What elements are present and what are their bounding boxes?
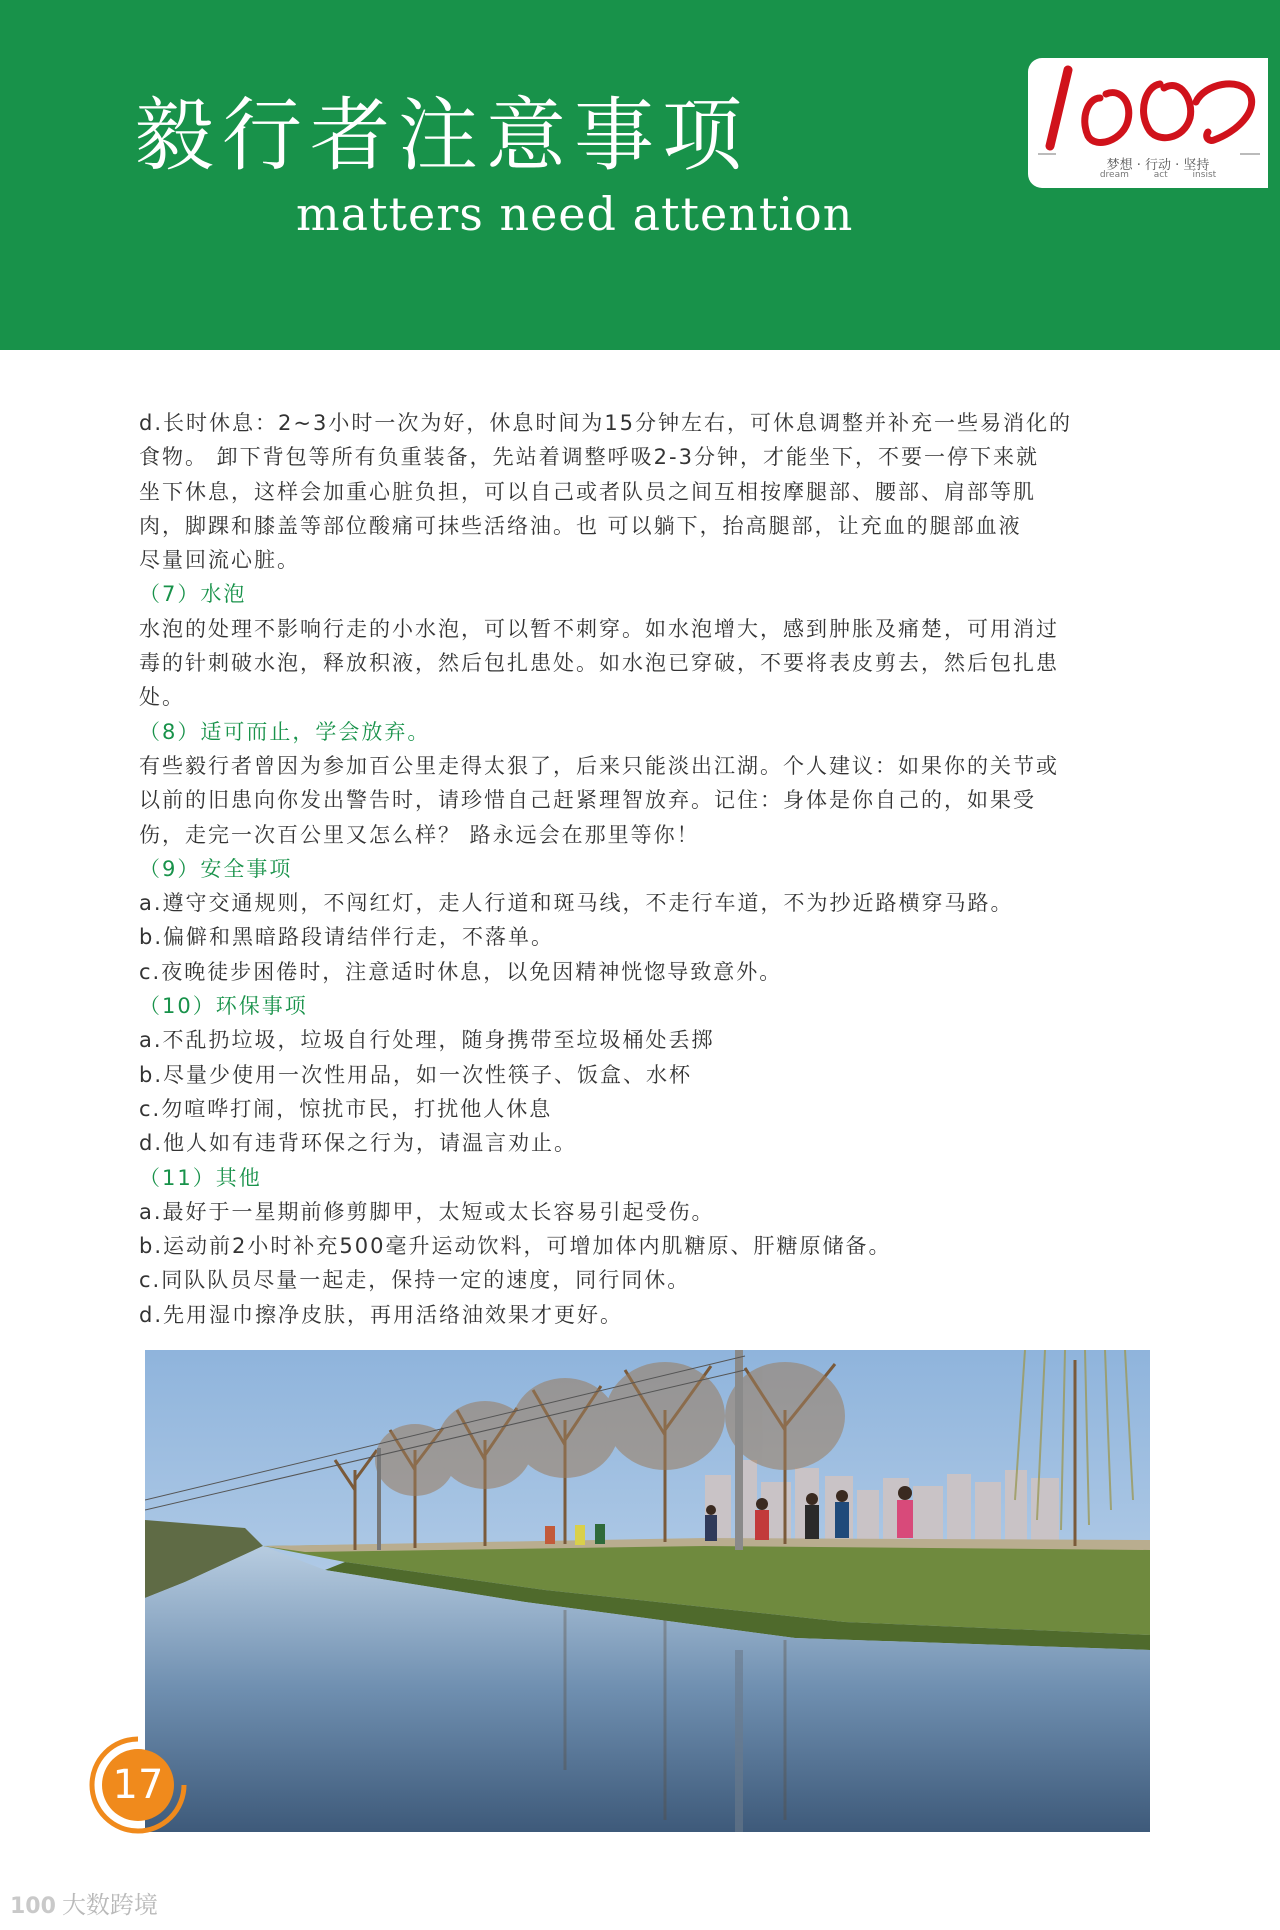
list-item: c.同队队员尽量一起走，保持一定的速度，同行同休。 [139,1268,691,1293]
page-subtitle: matters need attention [296,187,854,241]
notes-content [139,406,1159,1332]
list-item: a.不乱扔垃圾，垃圾自行处理，随身携带至垃圾桶处丢掷 [139,1028,715,1053]
text-line: 有些毅行者曾因为参加百公里走得太狠了，后来只能淡出江湖。个人建议：如果你的关节或 [139,753,1059,778]
text-line: 坐下休息，这样会加重心脏负担，可以自己或者队员之间互相按摩腿部、腰部、肩部等肌 [139,479,1036,504]
page-number-badge [88,1735,188,1835]
watermark [10,1888,158,1922]
section-heading-safety: （9）安全事项 [139,856,293,881]
section-heading-blisters: （7）水泡 [139,582,247,607]
logo-motto-en: dream act insist [1099,170,1217,180]
list-item: b.偏僻和黑暗路段请结伴行走，不落单。 [139,925,555,950]
text-line: 水泡的处理不影响行走的小水泡，可以暂不刺穿。如水泡增大，感到肿胀及痛楚，可用消过 [139,616,1059,641]
text-line: 以前的旧患向你发出警告时，请珍惜自己赶紧理智放弃。记住：身体是你自己的，如果受 [139,788,1036,813]
list-item: d.先用湿巾擦净皮肤，再用活络油效果才更好。 [139,1302,624,1327]
watermark-text: 大数跨境 [61,1891,158,1919]
text-line: d.长时休息：2~3小时一次为好，休息时间为15分钟左右，可休息调整并补充一些易消化的 [139,411,1073,435]
watermark-logo: 100 [10,1894,56,1919]
brand-logo [1028,58,1268,188]
section-heading-know-when-to-stop: （8）适可而止，学会放弃。 [139,719,431,744]
list-item: a.最好于一星期前修剪脚甲，太短或太长容易引起受伤。 [139,1199,715,1224]
text-line: 尽量回流心脏。 [139,548,300,573]
logo-100-icon [1028,58,1268,158]
list-item: c.勿喧哗打闹，惊扰市民，打扰他人休息 [139,1096,553,1121]
section-heading-environment: （10）环保事项 [139,994,308,1019]
text-line: 肉，脚踝和膝盖等部位酸痛可抹些活络油。也 可以躺下，抬高腿部，让充血的腿部血液 [139,513,1022,538]
text-line: 毒的针刺破水泡，释放积液，然后包扎患处。如水泡已穿破，不要将表皮剪去，然后包扎患 [139,651,1059,676]
list-item: b.运动前2小时补充500毫升运动饮料，可增加体内肌糖原、肝糖原储备。 [139,1234,892,1259]
list-item: c.夜晚徒步困倦时，注意适时休息，以免因精神恍惚导致意外。 [139,959,783,984]
logo-motto: 梦想 · 行动 · 坚持 [1106,158,1210,173]
text-line: 处。 [139,685,185,710]
list-item: a.遵守交通规则，不闯红灯，走人行道和斑马线，不走行车道，不为抄近路横穿马路。 [139,891,1014,916]
text-line: 食物。 卸下背包等所有负重装备，先站着调整呼吸2-3分钟，才能坐下，不要一停下来就 [139,445,1039,470]
section-heading-other: （11）其他 [139,1165,262,1190]
hikers-riverside-photo [145,1350,1150,1832]
page-number: 17 [102,1749,174,1821]
header-banner [0,0,1280,350]
text-line: 伤，走完一次百公里又怎么样？ 路永远会在那里等你！ [139,822,700,847]
page-title: 毅行者注意事项 [134,89,750,182]
list-item: b.尽量少使用一次性用品，如一次性筷子、饭盒、水杯 [139,1062,693,1087]
photo-illustration [145,1350,1150,1832]
list-item: d.他人如有违背环保之行为，请温言劝止。 [139,1131,578,1156]
